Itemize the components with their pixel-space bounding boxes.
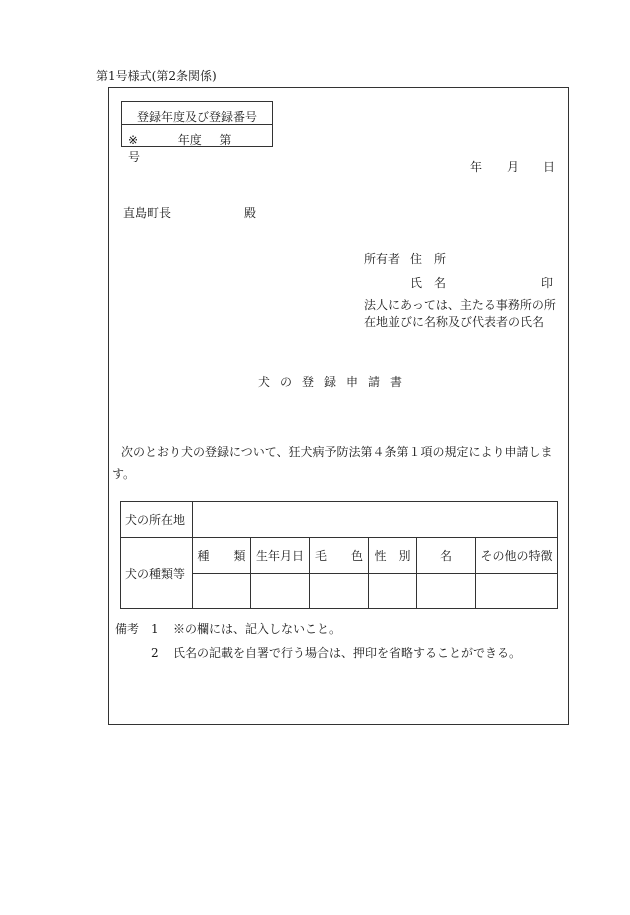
date-month: 月	[507, 160, 520, 174]
value-other-features[interactable]	[476, 574, 558, 609]
registration-box	[121, 101, 273, 164]
dog-info-table	[120, 501, 558, 609]
header-breed: 種 類	[193, 538, 251, 574]
date-day: 日	[543, 160, 556, 174]
type-label: 犬の種類等	[121, 538, 193, 609]
header-birthdate: 生年月日	[251, 538, 310, 574]
seal-mark: 印	[541, 276, 554, 290]
location-value[interactable]	[193, 502, 558, 538]
remark-1-num: 1	[151, 622, 159, 636]
owner-address-label: 住 所	[410, 252, 447, 266]
registration-box-divider	[122, 124, 272, 125]
remark-1-text: ※の欄には、記入しないこと。	[173, 622, 342, 636]
registration-box-title: 登録年度及び登録番号	[136, 110, 257, 124]
remark-2-num: 2	[151, 646, 159, 660]
registration-box-values	[128, 131, 272, 165]
value-birthdate[interactable]	[251, 574, 310, 609]
corporate-note-line1: 法人にあっては、主たる事務所の所	[364, 298, 556, 312]
addressee-name: 直島町長	[123, 206, 172, 220]
body-text-line1: 次のとおり犬の登録について、狂犬病予防法第４条第１項の規定により申請しま	[121, 445, 553, 459]
header-coat-color: 毛 色	[310, 538, 369, 574]
registration-mark: ※	[128, 133, 139, 147]
value-breed[interactable]	[193, 574, 251, 609]
registration-year-label: 年度	[177, 133, 202, 147]
header-sex: 性 別	[369, 538, 417, 574]
form-number: 第1号様式(第2条関係)	[96, 69, 217, 83]
form-title: 犬の登録申請書	[258, 375, 413, 389]
remark-2-text: 氏名の記載を自署で行う場合は、押印を省略することができる。	[173, 646, 522, 660]
registration-number-prefix: 第	[219, 133, 232, 147]
corporate-note-line2: 在地並びに名称及び代表者の氏名	[364, 315, 545, 329]
value-name[interactable]	[417, 574, 476, 609]
location-label: 犬の所在地	[121, 502, 193, 538]
owner-label: 所有者	[364, 252, 401, 266]
table-row-headers	[121, 538, 558, 574]
header-other-features: その他の特徴	[476, 538, 558, 574]
table-row-location	[121, 502, 558, 538]
remarks-label: 備考	[115, 622, 140, 636]
body-text-line2: す。	[112, 467, 136, 481]
header-name: 名	[417, 538, 476, 574]
registration-number-suffix: 号	[128, 150, 141, 164]
date-year: 年	[470, 160, 483, 174]
addressee-honorific: 殿	[244, 206, 257, 220]
owner-name-label: 氏 名	[410, 276, 447, 290]
value-sex[interactable]	[369, 574, 417, 609]
value-coat-color[interactable]	[310, 574, 369, 609]
